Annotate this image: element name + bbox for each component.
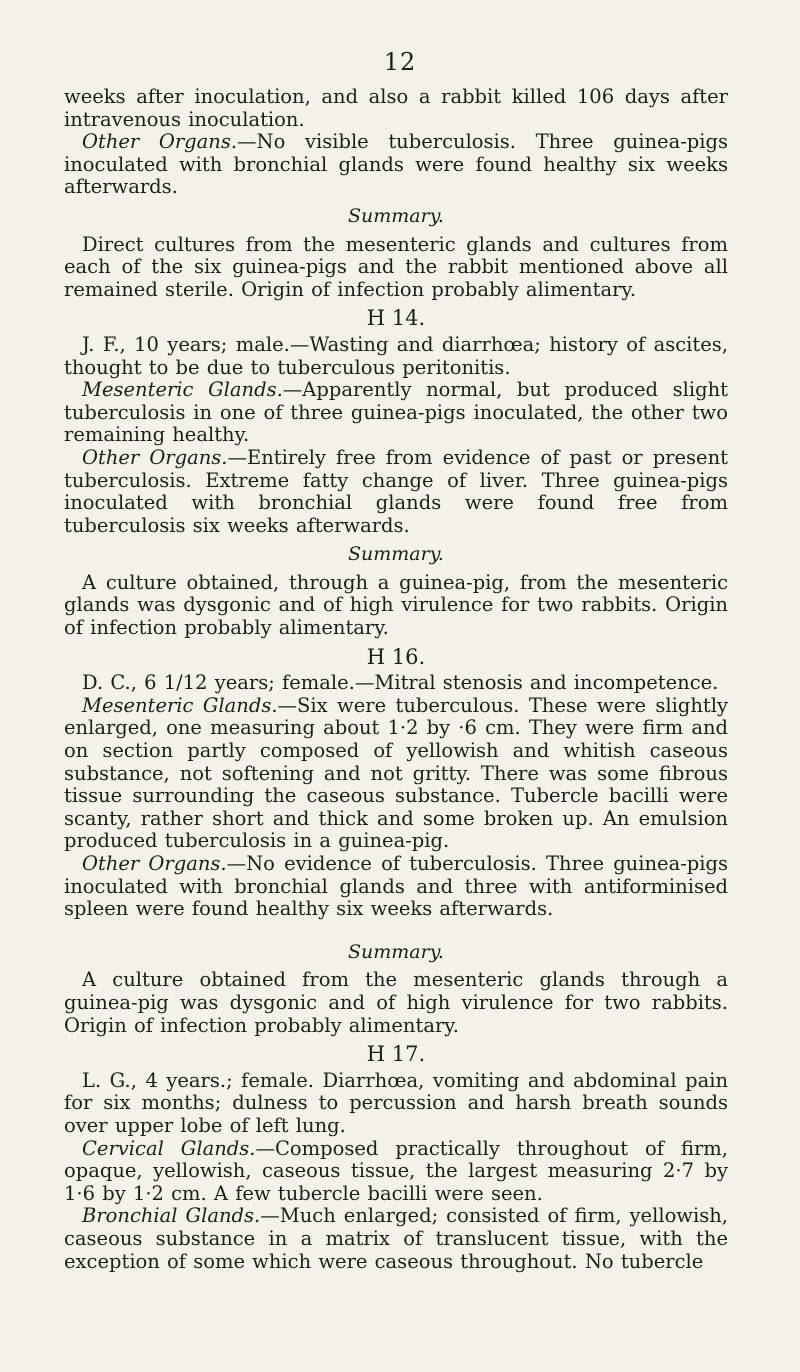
summary-heading: Summary. xyxy=(348,204,444,227)
summary-paragraph: A culture obtained from the mesenteric glands through a guinea-pig was dysgonic and of high virulence for two rabbits. Origin of infection probably alimentary. xyxy=(64,968,728,1037)
paragraph-text: —No evidence of tuberculosis. Three guinea-pigs inoculated with bronchial glands and three with antiforminised spleen were found healthy six weeks afterwards. xyxy=(64,852,728,921)
section-label: Bronchial Glands. xyxy=(82,1204,261,1228)
paragraph-text: —No visible tuberculosis. Three guinea-pigs inoculated with bronchial glands were found healthy six weeks afterwards. xyxy=(64,130,728,199)
summary-paragraph: Direct cultures from the mesenteric glands and cultures from each of the six guinea-pigs and the rabbit mentioned above all remained sterile. Origin of infection probably alimentary. xyxy=(64,232,728,301)
summary-paragraph: A culture obtained, through a guinea-pig, from the mesenteric glands was dysgonic and of high virulence for two rabbits. Origin of infection probably alimentary. xyxy=(64,570,728,640)
paragraph xyxy=(64,131,728,199)
paragraph xyxy=(64,853,728,921)
paragraph-text: —Entirely free from evidence of past or present tuberculosis. Extreme fatty change of liver. Three guinea-pigs inoculated with bronchial glands were found free from tuberculosis six weeks afterwards. xyxy=(64,445,728,537)
section-label: Cervical Glands. xyxy=(82,1136,256,1160)
paragraph-text: —Composed practically throughout of firm, opaque, yellowish, caseous tissue, the largest measuring 2·7 by 1·6 by 1·2 cm. A few tubercle bacilli were seen. xyxy=(64,1136,728,1205)
summary-heading: Summary. xyxy=(348,940,444,963)
paragraph xyxy=(64,447,728,537)
page-number: 12 xyxy=(383,48,417,76)
paragraph xyxy=(64,379,728,447)
paragraph-text: —Apparently normal, but produced slight tuberculosis in one of three guinea-pigs inoculated, the other two remaining healthy. xyxy=(64,378,728,447)
body-text xyxy=(64,86,728,1273)
section-label: Other Organs. xyxy=(82,130,238,154)
section-label: Mesenteric Glands. xyxy=(82,378,283,402)
paragraph: weeks after inoculation, and also a rabbit killed 106 days after intravenous inoculation. xyxy=(64,85,728,131)
section-label: Other Organs. xyxy=(82,852,227,875)
paragraph: J. F., 10 years; male.—Wasting and diarrhœa; history of ascites, thought to be due to tuberculous peritonitis. xyxy=(64,332,728,379)
paragraph xyxy=(64,1138,728,1206)
paragraph: D. C., 6 1/12 years; female.—Mitral stenosis and incompetence. xyxy=(82,671,719,695)
paragraph xyxy=(64,695,728,853)
section-label: Mesenteric Glands. xyxy=(82,693,278,717)
summary-heading: Summary. xyxy=(348,543,444,566)
case-heading-h17: H 17. xyxy=(366,1042,426,1067)
section-label: Other Organs. xyxy=(82,445,228,469)
paragraph xyxy=(64,1205,728,1273)
paragraph-text: —Six were tuberculous. These were slightly enlarged, one measuring about 1·2 by ·6 cm. They were firm and on section partly composed of yellowish and whitish caseous substance, not softening and not gritty. There was some fibrous tissue surrounding the caseous substance. Tubercle bacilli were scanty, rather short and thick and some broken up. An emulsion produced tuberculosis in a guinea-pig. xyxy=(64,693,728,853)
case-heading-h16: H 16. xyxy=(366,644,426,669)
case-heading-h14: H 14. xyxy=(366,306,426,331)
paragraph-text: —Much enlarged; consisted of firm, yellowish, caseous substance in a matrix of translucent tissue, with the exception of some which were caseous throughout. No tubercle xyxy=(64,1204,728,1273)
paragraph: L. G., 4 years.; female. Diarrhœa, vomiting and abdominal pain for six months; dulness to percussion and harsh breath sounds over upper lobe of left lung. xyxy=(64,1068,728,1137)
